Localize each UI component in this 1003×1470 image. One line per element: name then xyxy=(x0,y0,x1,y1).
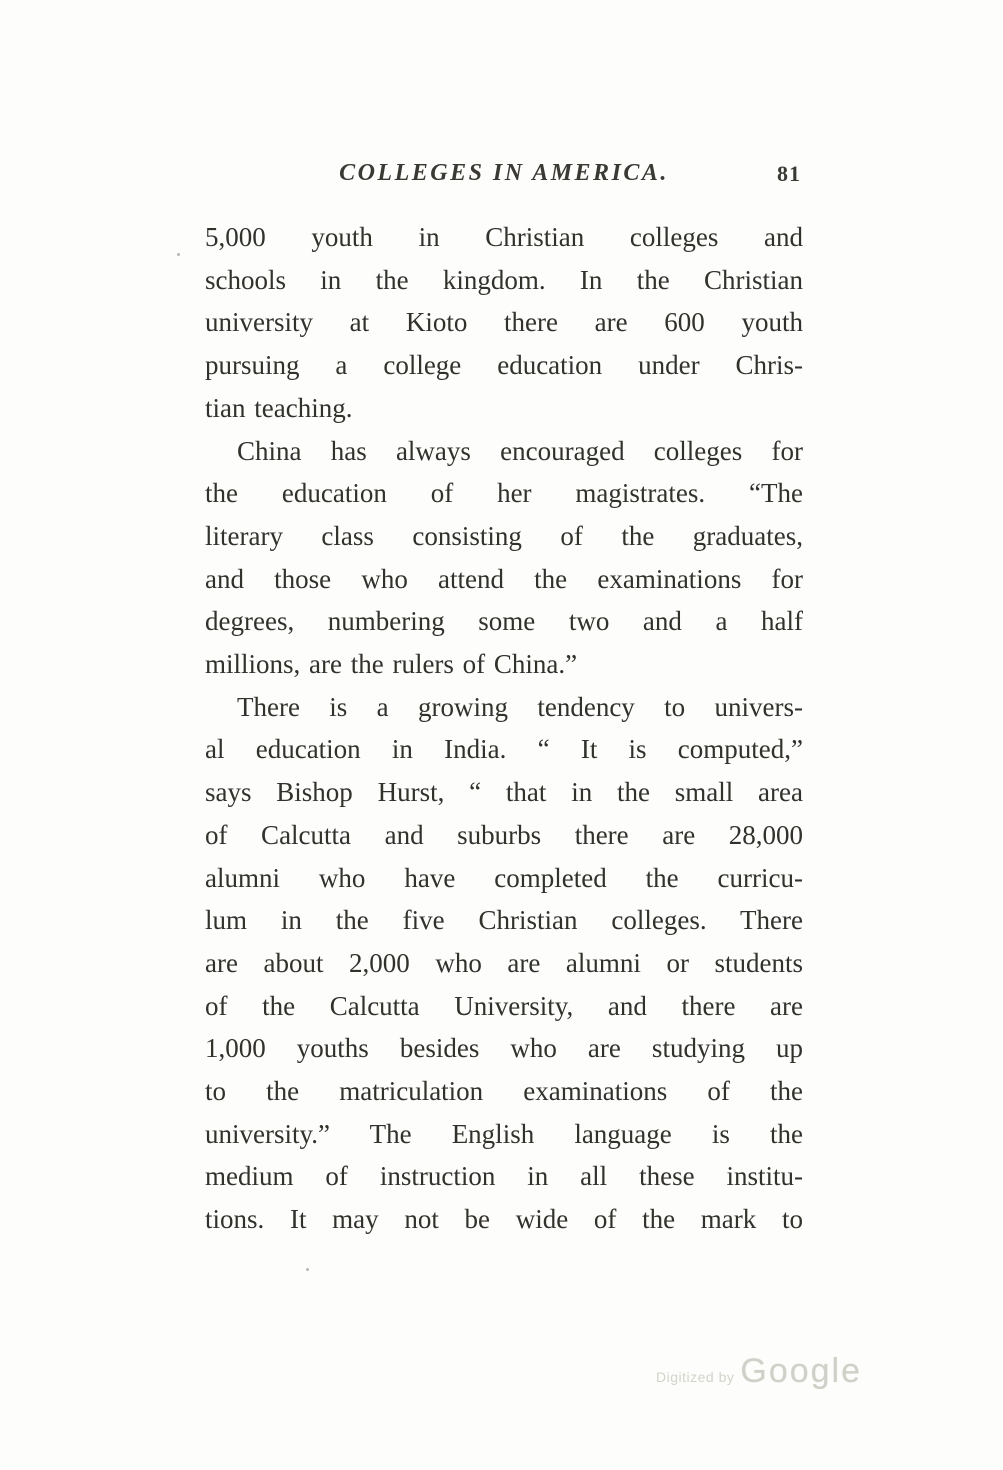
running-title: COLLEGES IN AMERICA. xyxy=(339,160,669,186)
text-line: tian teaching. xyxy=(205,392,353,423)
text-line: al education in India. “ It is computed,” xyxy=(205,734,803,765)
text-line: to the matriculation examinations of the xyxy=(205,1076,803,1107)
text-line: the education of her magistrates. “The xyxy=(205,478,803,509)
text-line: There is a growing tendency to univers- xyxy=(237,691,803,722)
text-line: literary class consisting of the graduates, xyxy=(205,520,803,551)
text-line: lum in the five Christian colleges. There xyxy=(205,905,803,936)
text-line: are about 2,000 who are alumni or students xyxy=(205,947,803,978)
paragraph xyxy=(205,216,803,430)
text-line: schools in the kingdom. In the Christian xyxy=(205,264,803,295)
text-line: of Calcutta and suburbs there are 28,000 xyxy=(205,819,803,850)
google-watermark xyxy=(656,1352,916,1391)
scan-artifact-dot xyxy=(177,253,180,256)
text-line: university.” The English language is the xyxy=(205,1118,803,1149)
text-line: tions. It may not be wide of the mark to xyxy=(205,1204,803,1235)
paragraph xyxy=(205,686,803,1241)
page-body xyxy=(205,216,803,1241)
text-line: millions, are the rulers of China.” xyxy=(205,649,578,680)
text-line: alumni who have completed the curricu- xyxy=(205,862,803,893)
text-line: 1,000 youths besides who are studying up xyxy=(205,1033,803,1064)
page-number: 81 xyxy=(777,161,801,186)
page-header xyxy=(205,160,803,194)
digitized-by-text: Digitized by xyxy=(656,1369,735,1385)
scan-artifact-dot xyxy=(306,1268,309,1271)
text-line: says Bishop Hurst, “ that in the small area xyxy=(205,777,803,808)
google-logo-text: Google xyxy=(740,1352,863,1390)
text-line: and those who attend the examinations for xyxy=(205,563,803,594)
text-line: of the Calcutta University, and there are xyxy=(205,990,803,1021)
text-line: pursuing a college education under Chris- xyxy=(205,350,803,381)
paragraph xyxy=(205,430,803,686)
text-line: 5,000 youth in Christian colleges and xyxy=(205,222,803,252)
text-line: medium of instruction in all these institu- xyxy=(205,1161,803,1192)
text-line: degrees, numbering some two and a half xyxy=(205,606,803,637)
text-line: university at Kioto there are 600 youth xyxy=(205,307,803,338)
text-line: China has always encouraged colleges for xyxy=(237,435,803,466)
